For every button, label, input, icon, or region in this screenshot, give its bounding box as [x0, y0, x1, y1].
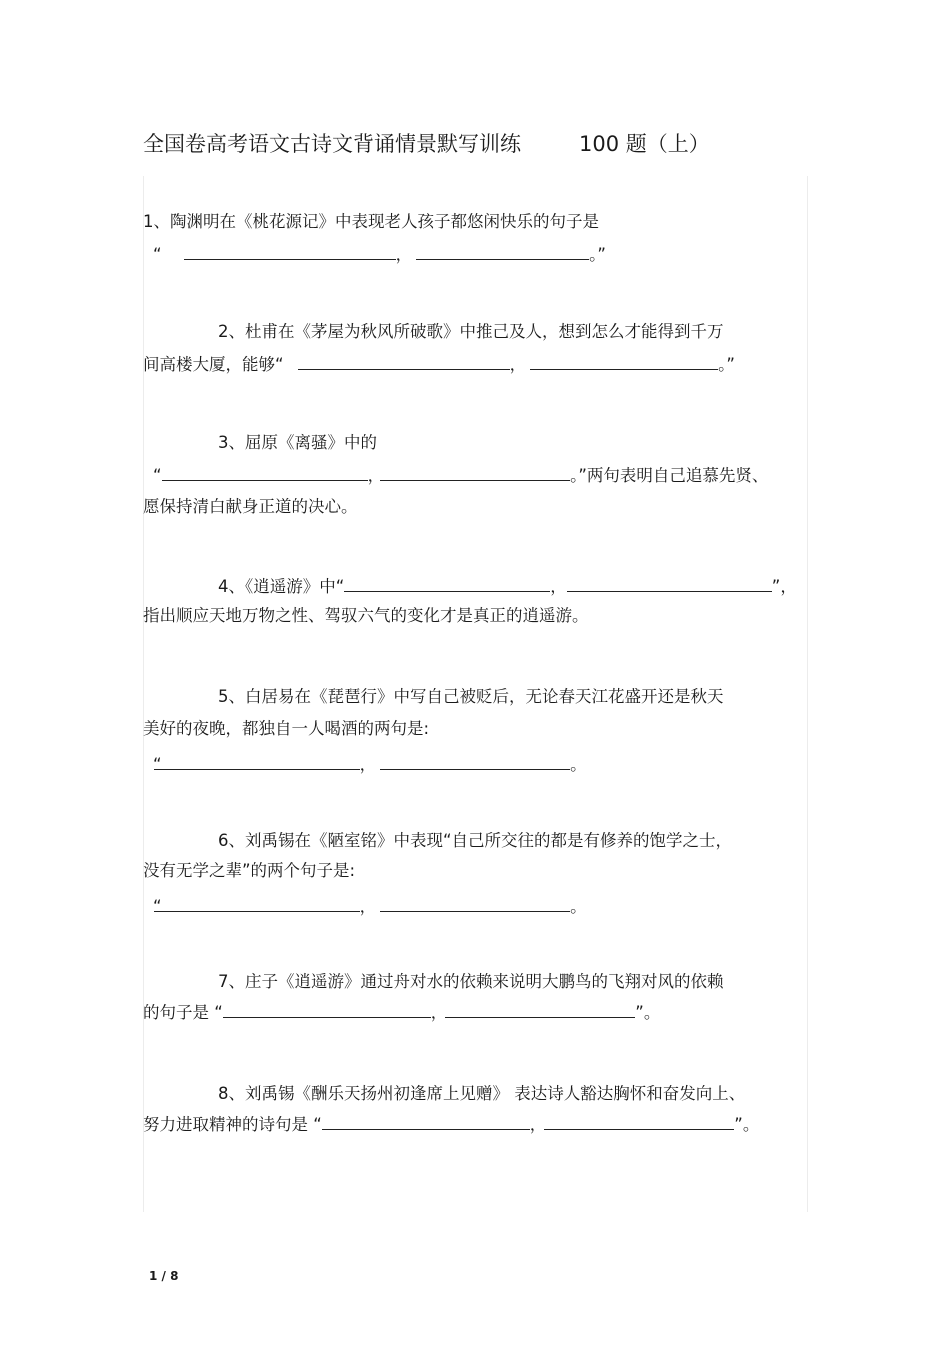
q4-prompt: 4、《逍遥游》中“ — [218, 577, 345, 596]
q4-comma: ， — [550, 577, 567, 596]
q8-blank-1[interactable] — [322, 1114, 530, 1130]
q6-prompt-line1: 6、刘禹锡在《陋室铭》中表现“自己所交往的都是有修养的饱学之士， — [218, 831, 733, 850]
q3-open-quote: “ — [153, 466, 162, 485]
q7-comma: ， — [430, 1003, 448, 1022]
q3-comma: ， — [367, 466, 385, 485]
q5-end: 。 — [570, 755, 587, 774]
q7-prompt-line2: 的句子是 “ — [143, 1003, 223, 1022]
q5-open-quote: “ — [153, 755, 162, 774]
q5-blank-1[interactable] — [154, 754, 360, 770]
q2-end: 。” — [718, 355, 735, 374]
q8-prompt-line1: 8、刘禹锡《酬乐天扬州初逢席上见赠》 表达诗人豁达胸怀和奋发向上、 — [218, 1084, 746, 1103]
q5-prompt-line2: 美好的夜晚，都独自一人喝酒的两句是: — [143, 719, 430, 738]
q6-prompt-line2: 没有无学之辈”的两个句子是: — [143, 861, 356, 880]
q7-blank-1[interactable] — [223, 1002, 431, 1018]
q2-blank-2[interactable] — [530, 354, 718, 370]
q5-blank-2[interactable] — [380, 754, 570, 770]
q3-prompt: 3、屈原《离骚》中的 — [218, 433, 377, 452]
q1-end: 。” — [589, 245, 606, 264]
q6-comma: ， — [359, 897, 377, 916]
q6-blank-1[interactable] — [154, 896, 360, 912]
q1-open-quote: “ — [153, 245, 162, 264]
q6-answer-line — [153, 896, 587, 918]
title-count: 100 题（上） — [579, 132, 710, 156]
q1-blank-2[interactable] — [416, 244, 589, 260]
q8-comma: ， — [529, 1115, 547, 1134]
q7-answer-line — [143, 1002, 660, 1024]
q6-open-quote: “ — [153, 897, 162, 916]
q5-prompt-line1: 5、白居易在《琵琶行》中写自己被贬后，无论春天江花盛开还是秋天 — [218, 687, 724, 706]
q7-blank-2[interactable] — [445, 1002, 635, 1018]
q2-prompt-line1: 2、杜甫在《茅屋为秋风所破歌》中推己及人，想到怎么才能得到千万 — [218, 322, 724, 341]
q6-end: 。 — [570, 897, 587, 916]
q7-end: ”。 — [635, 1003, 661, 1022]
q2-answer-line — [143, 354, 735, 376]
q5-comma: ， — [359, 755, 377, 774]
page-border-left — [143, 176, 144, 1212]
q7-prompt-line1: 7、庄子《逍遥游》通过舟对水的依赖来说明大鹏鸟的飞翔对风的依赖 — [218, 972, 724, 991]
q2-comma: ， — [509, 355, 527, 374]
q3-prompt-end: 愿保持清白献身正道的决心。 — [143, 497, 358, 516]
q8-prompt-line2: 努力进取精神的诗句是 “ — [143, 1115, 322, 1134]
page-number: 1 / 8 — [149, 1269, 179, 1283]
q8-blank-2[interactable] — [544, 1114, 734, 1130]
q3-blank-1[interactable] — [162, 465, 368, 481]
title-text: 全国卷高考语文古诗文背诵情景默写训练 — [143, 132, 521, 156]
q8-end: ”。 — [734, 1115, 760, 1134]
q3-blank-2[interactable] — [380, 465, 570, 481]
q4-end: ”， — [771, 577, 797, 596]
q8-answer-line — [143, 1114, 759, 1136]
q5-answer-line — [153, 754, 587, 776]
q1-comma: ， — [395, 245, 413, 264]
q2-prompt-line2: 间高楼大厦，能够“ — [143, 355, 284, 374]
q1-blank-1[interactable] — [184, 244, 396, 260]
q4-prompt-end: 指出顺应天地万物之性、驾驭六气的变化才是真正的逍遥游。 — [143, 606, 589, 625]
q1-prompt: 1、陶渊明在《桃花源记》中表现老人孩子都悠闲快乐的句子是 — [143, 212, 599, 231]
q6-blank-2[interactable] — [380, 896, 570, 912]
q1-answer-line — [153, 244, 606, 266]
q4-blank-2[interactable] — [567, 576, 772, 592]
q2-blank-1[interactable] — [298, 354, 510, 370]
document-title — [143, 128, 710, 158]
q4-answer-line — [218, 576, 797, 598]
q3-answer-line — [153, 465, 768, 487]
q4-blank-1[interactable] — [344, 576, 550, 592]
page-border-right — [807, 176, 808, 1212]
q3-end: 。”两句表明自己追慕先贤、 — [570, 466, 769, 485]
